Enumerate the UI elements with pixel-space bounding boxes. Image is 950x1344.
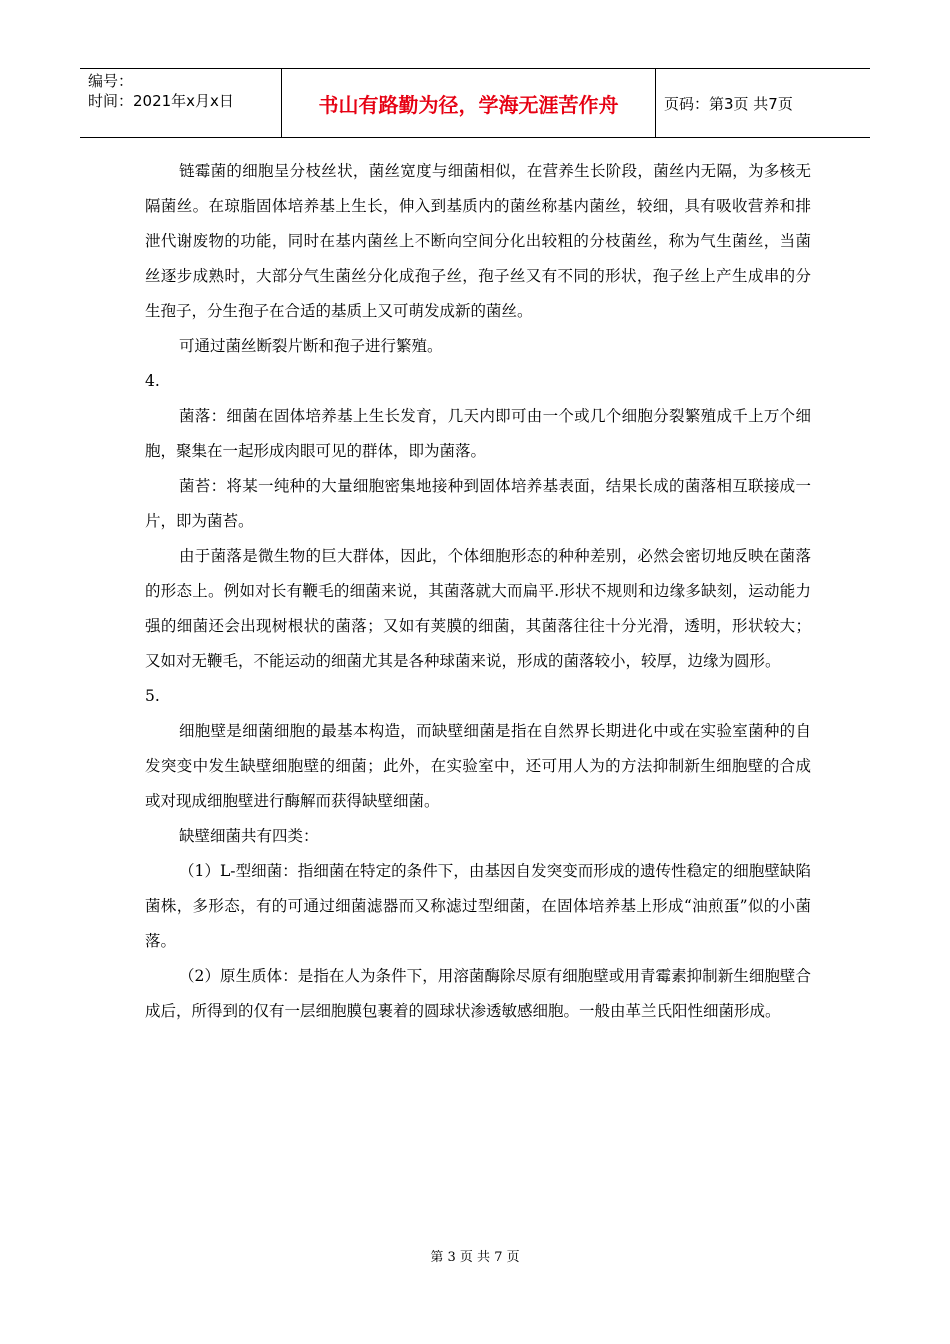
section-number-4: 4. (145, 372, 160, 390)
paragraph-l-form: （1）L-型细菌：指细菌在特定的条件下，由基因自发突变而形成的遗传性稳定的细胞壁缺陷菌株，多形态，有的可通过细菌滤器而又称滤过型细菌，在固体培养基上形成“油煎蛋”似的小菌落。 (145, 862, 811, 950)
paragraph-cell-wall: 细胞壁是细菌细胞的最基本构造，而缺壁细菌是指在自然界长期进化中或在实验室菌种的自发突变中发生缺壁细胞壁的细菌；此外，在实验室中，还可用人为的方法抑制新生细胞壁的合成或对现成细胞壁进行酶解而获得缺壁细菌。 (145, 722, 811, 810)
header-page-info: 页码：第3页 共7页 (664, 94, 793, 113)
paragraph-reproduction: 可通过菌丝断裂片断和孢子进行繁殖。 (179, 337, 443, 355)
paragraph-streptomyces: 链霉菌的细胞呈分枝丝状，菌丝宽度与细菌相似，在营养生长阶段，菌丝内无隔，为多核无隔菌丝。在琼脂固体培养基上生长，伸入到基质内的菌丝称基内菌丝，较细，具有吸收营养和排泄代谢废物的功能，同时在基内菌丝上不断向空间分化出较粗的分枝菌丝，称为气生菌丝，当菌丝逐步成熟时，大部分气生菌丝分化成孢子丝，孢子丝又有不同的形状，孢子丝上产生成串的分生孢子，分生孢子在合适的基质上又可萌发成新的菌丝。 (145, 162, 811, 320)
document-code-label: 编号： (88, 72, 134, 90)
section-number-5: 5. (145, 687, 160, 705)
header-meta (80, 69, 282, 137)
paragraph-colony-morphology: 由于菌落是微生物的巨大群体，因此，个体细胞形态的种种差别，必然会密切地反映在菌落的形态上。例如对长有鞭毛的细菌来说，其菌落就大而扁平.形状不规则和边缘多缺刻，运动能力强的细菌还会出现树根状的菌落；又如有荚膜的细菌，其菌落往往十分光滑，透明，形状较大；又如对无鞭毛，不能运动的细菌尤其是各种球菌来说，形成的菌落较小，较厚，边缘为圆形。 (145, 547, 811, 670)
page-footer: 第 3 页 共 7 页 (430, 1250, 520, 1265)
paragraph-lawn: 菌苔：将某一纯种的大量细胞密集地接种到固体培养基表面，结果长成的菌落相互联接成一片，即为菌苔。 (145, 477, 811, 530)
document-date: 时间：2021年x月x日 (88, 92, 234, 110)
paragraph-wall-deficient-types: 缺壁细菌共有四类： (179, 827, 319, 845)
paragraph-protoplast: （2）原生质体：是指在人为条件下，用溶菌酶除尽原有细胞壁或用青霉素抑制新生细胞壁合成后，所得到的仅有一层细胞膜包裹着的圆球状渗透敏感细胞。一般由革兰氏阳性细菌形成。 (145, 967, 811, 1020)
page-header (80, 68, 870, 138)
document-body (145, 154, 811, 1029)
header-motto: 书山有路勤为径，学海无涯苦作舟 (282, 69, 656, 137)
paragraph-colony: 菌落：细菌在固体培养基上生长发育，几天内即可由一个或几个细胞分裂繁殖成千上万个细胞，聚集在一起形成肉眼可见的群体，即为菌落。 (145, 407, 811, 460)
